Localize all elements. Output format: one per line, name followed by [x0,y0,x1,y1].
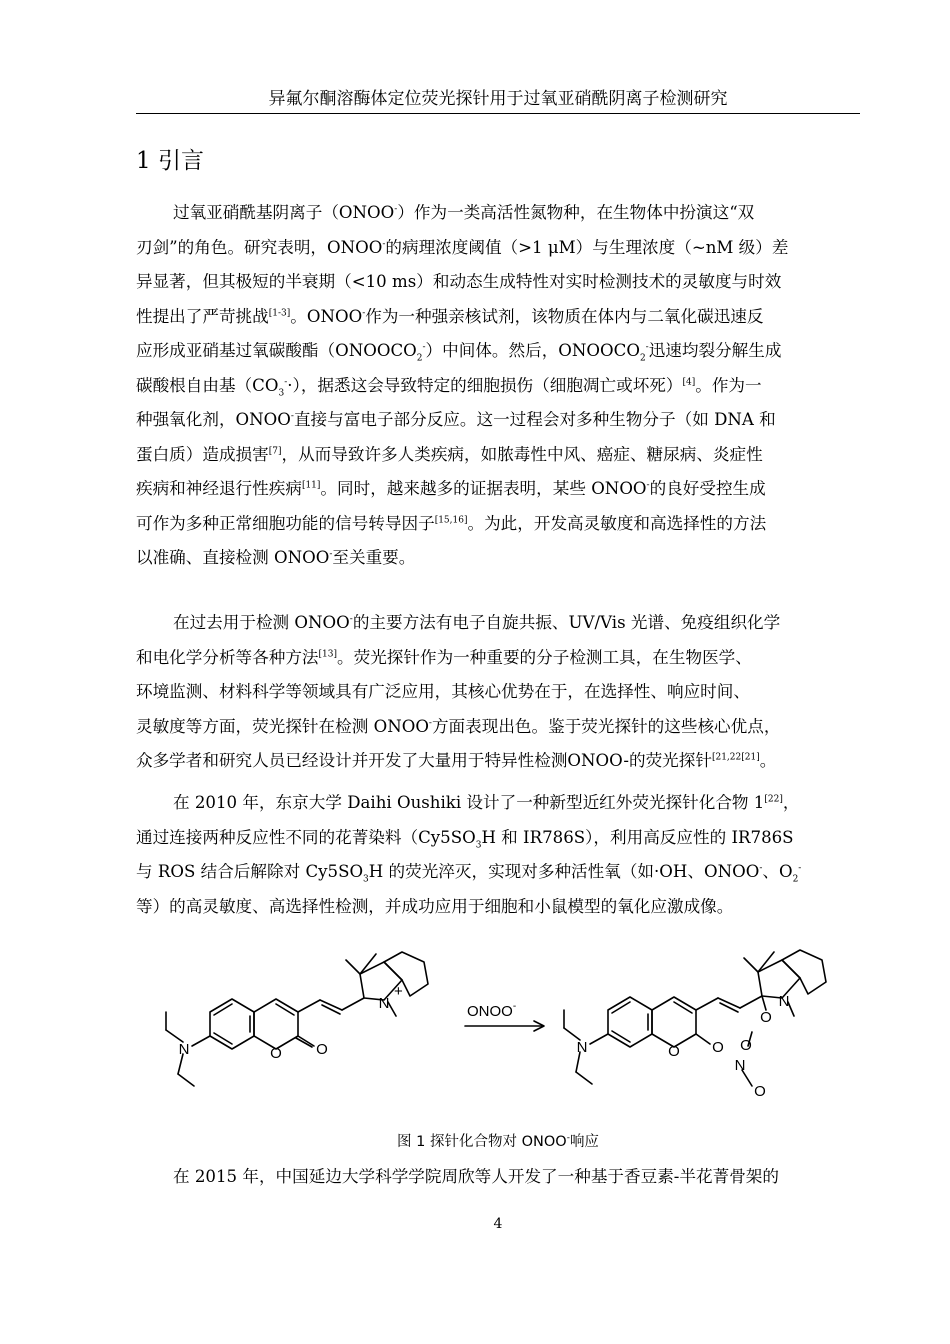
text-line: 过氧亚硝酰基阴离子（ONOO-）作为一类高活性氮物种，在生物体中扮演这“双 [173,203,755,222]
product-structure [564,950,826,1086]
text-line: 疾病和神经退行性疾病[11]。同时，越来越多的证据表明，某些 ONOO-的良好受控生成 [136,479,766,498]
page-number: 4 [493,1216,503,1232]
reaction-arrow [465,1021,544,1031]
paragraph-3 [136,786,860,924]
oxygen-label: O [270,1045,282,1062]
nitrogen-label: N [378,995,390,1012]
text-line: 种强氧化剂，ONOO-直接与富电子部分反应。这一过程会对多种生物分子（如 DNA 和 [136,410,776,429]
oxygen-label: O [754,1083,766,1100]
paragraph-1 [136,196,860,576]
probe-structure [166,952,428,1086]
text-line: 在 2010 年，东京大学 Daihi Oushiki 设计了一种新型近红外荧光探针化合物 1[22]， [173,793,800,812]
text-line: 等）的高灵敏度、高选择性检测，并成功应用于细胞和小鼠模型的氧化应激成像。 [136,896,734,916]
figure-caption: 图 1 探针化合物对 ONOO-响应 [397,1133,599,1150]
header-rule [136,113,860,114]
text-line: 应形成亚硝基过氧碳酸酯$(ONOOCO_2^-)$中间体。然后，$ONOOCO_2^-$迅速均裂分解生成 [136,341,782,364]
paragraph-2 [136,606,860,779]
section-heading: 1 引言 [136,148,204,174]
running-header: 异氟尔酮溶酶体定位荧光探针用于过氧亚硝酰阴离子检测研究 [268,89,728,109]
text-line: 与 ROS 结合后解除对 $Cy5SO_3H$ 的荧光淬灭，实现对多种活性氧（如·OH、ONOO-、$O_2^-$ [136,862,802,885]
text-line: 异显著，但其极短的半衰期（<10 ms）和动态生成特性对实时检测技术的灵敏度与时效 [136,272,782,291]
text-line: 环境监测、材料科学等领域具有广泛应用，其核心优势在于，在选择性、响应时间、 [136,682,750,701]
positive-charge: + [394,983,403,1000]
text-line: 以准确、直接检测 ONOO-至关重要。 [136,548,416,567]
oxygen-label: O [316,1041,328,1058]
text-line: 在过去用于检测 ONOO-的主要方法有电子自旋共振、UV/Vis 光谱、免疫组织化学 [173,613,781,632]
oxygen-label: O [740,1037,752,1054]
reaction-scheme [140,946,860,1116]
text-line: 通过连接两种反应性不同的花菁染料（$Cy5SO_3H$ 和 IR786S），利用高反应性的 IR786S [136,827,794,850]
oxygen-label: O [668,1043,680,1060]
nitrogen-label: N [778,993,790,1010]
nitrogen-label: N [178,1041,190,1058]
text-line: 众多学者和研究人员已经设计并开发了大量用于特异性检测ONOO-的荧光探针[21,22[21]。 [136,751,777,770]
text-line: 性提出了严苛挑战[1-3]。ONOO-作为一种强亲核试剂，该物质在体内与二氧化碳迅速反 [136,306,764,326]
text-line: 刃剑”的角色。研究表明，ONOO-的病理浓度阈值（>1 μM）与生理浓度（~nM 级）差 [136,237,789,257]
text-line: 在 2015 年，中国延边大学科学学院周欣等人开发了一种基于香豆素-半花菁骨架的 [173,1167,779,1186]
reagent-label: ONOO- [467,1001,517,1020]
text-line: 可作为多种正常细胞功能的信号转导因子[15,16]。为此，开发高灵敏度和高选择性的方法 [136,513,767,533]
oxygen-label: O [760,1009,772,1026]
nitrogen-label: N [576,1039,588,1056]
text-line: 蛋白质）造成损害[7]，从而导致许多人类疾病，如脓毒性中风、癌症、糖尿病、炎症性 [136,444,763,464]
text-line: 灵敏度等方面，荧光探针在检测 ONOO-方面表现出色。鉴于荧光探针的这些核心优点， [136,716,781,736]
paragraph-4 [136,1160,860,1195]
text-line: 碳酸根自由基$(CO_3^-\cdot)$，据悉这会导致特定的细胞损伤（细胞凋亡或坏死）[4]。作为一 [136,375,762,398]
text-line: 和电化学分析等各种方法[13]。荧光探针作为一种重要的分子检测工具，在生物医学、 [136,647,752,667]
nitrogen-label: N [734,1057,746,1074]
oxygen-label: O [712,1039,724,1056]
